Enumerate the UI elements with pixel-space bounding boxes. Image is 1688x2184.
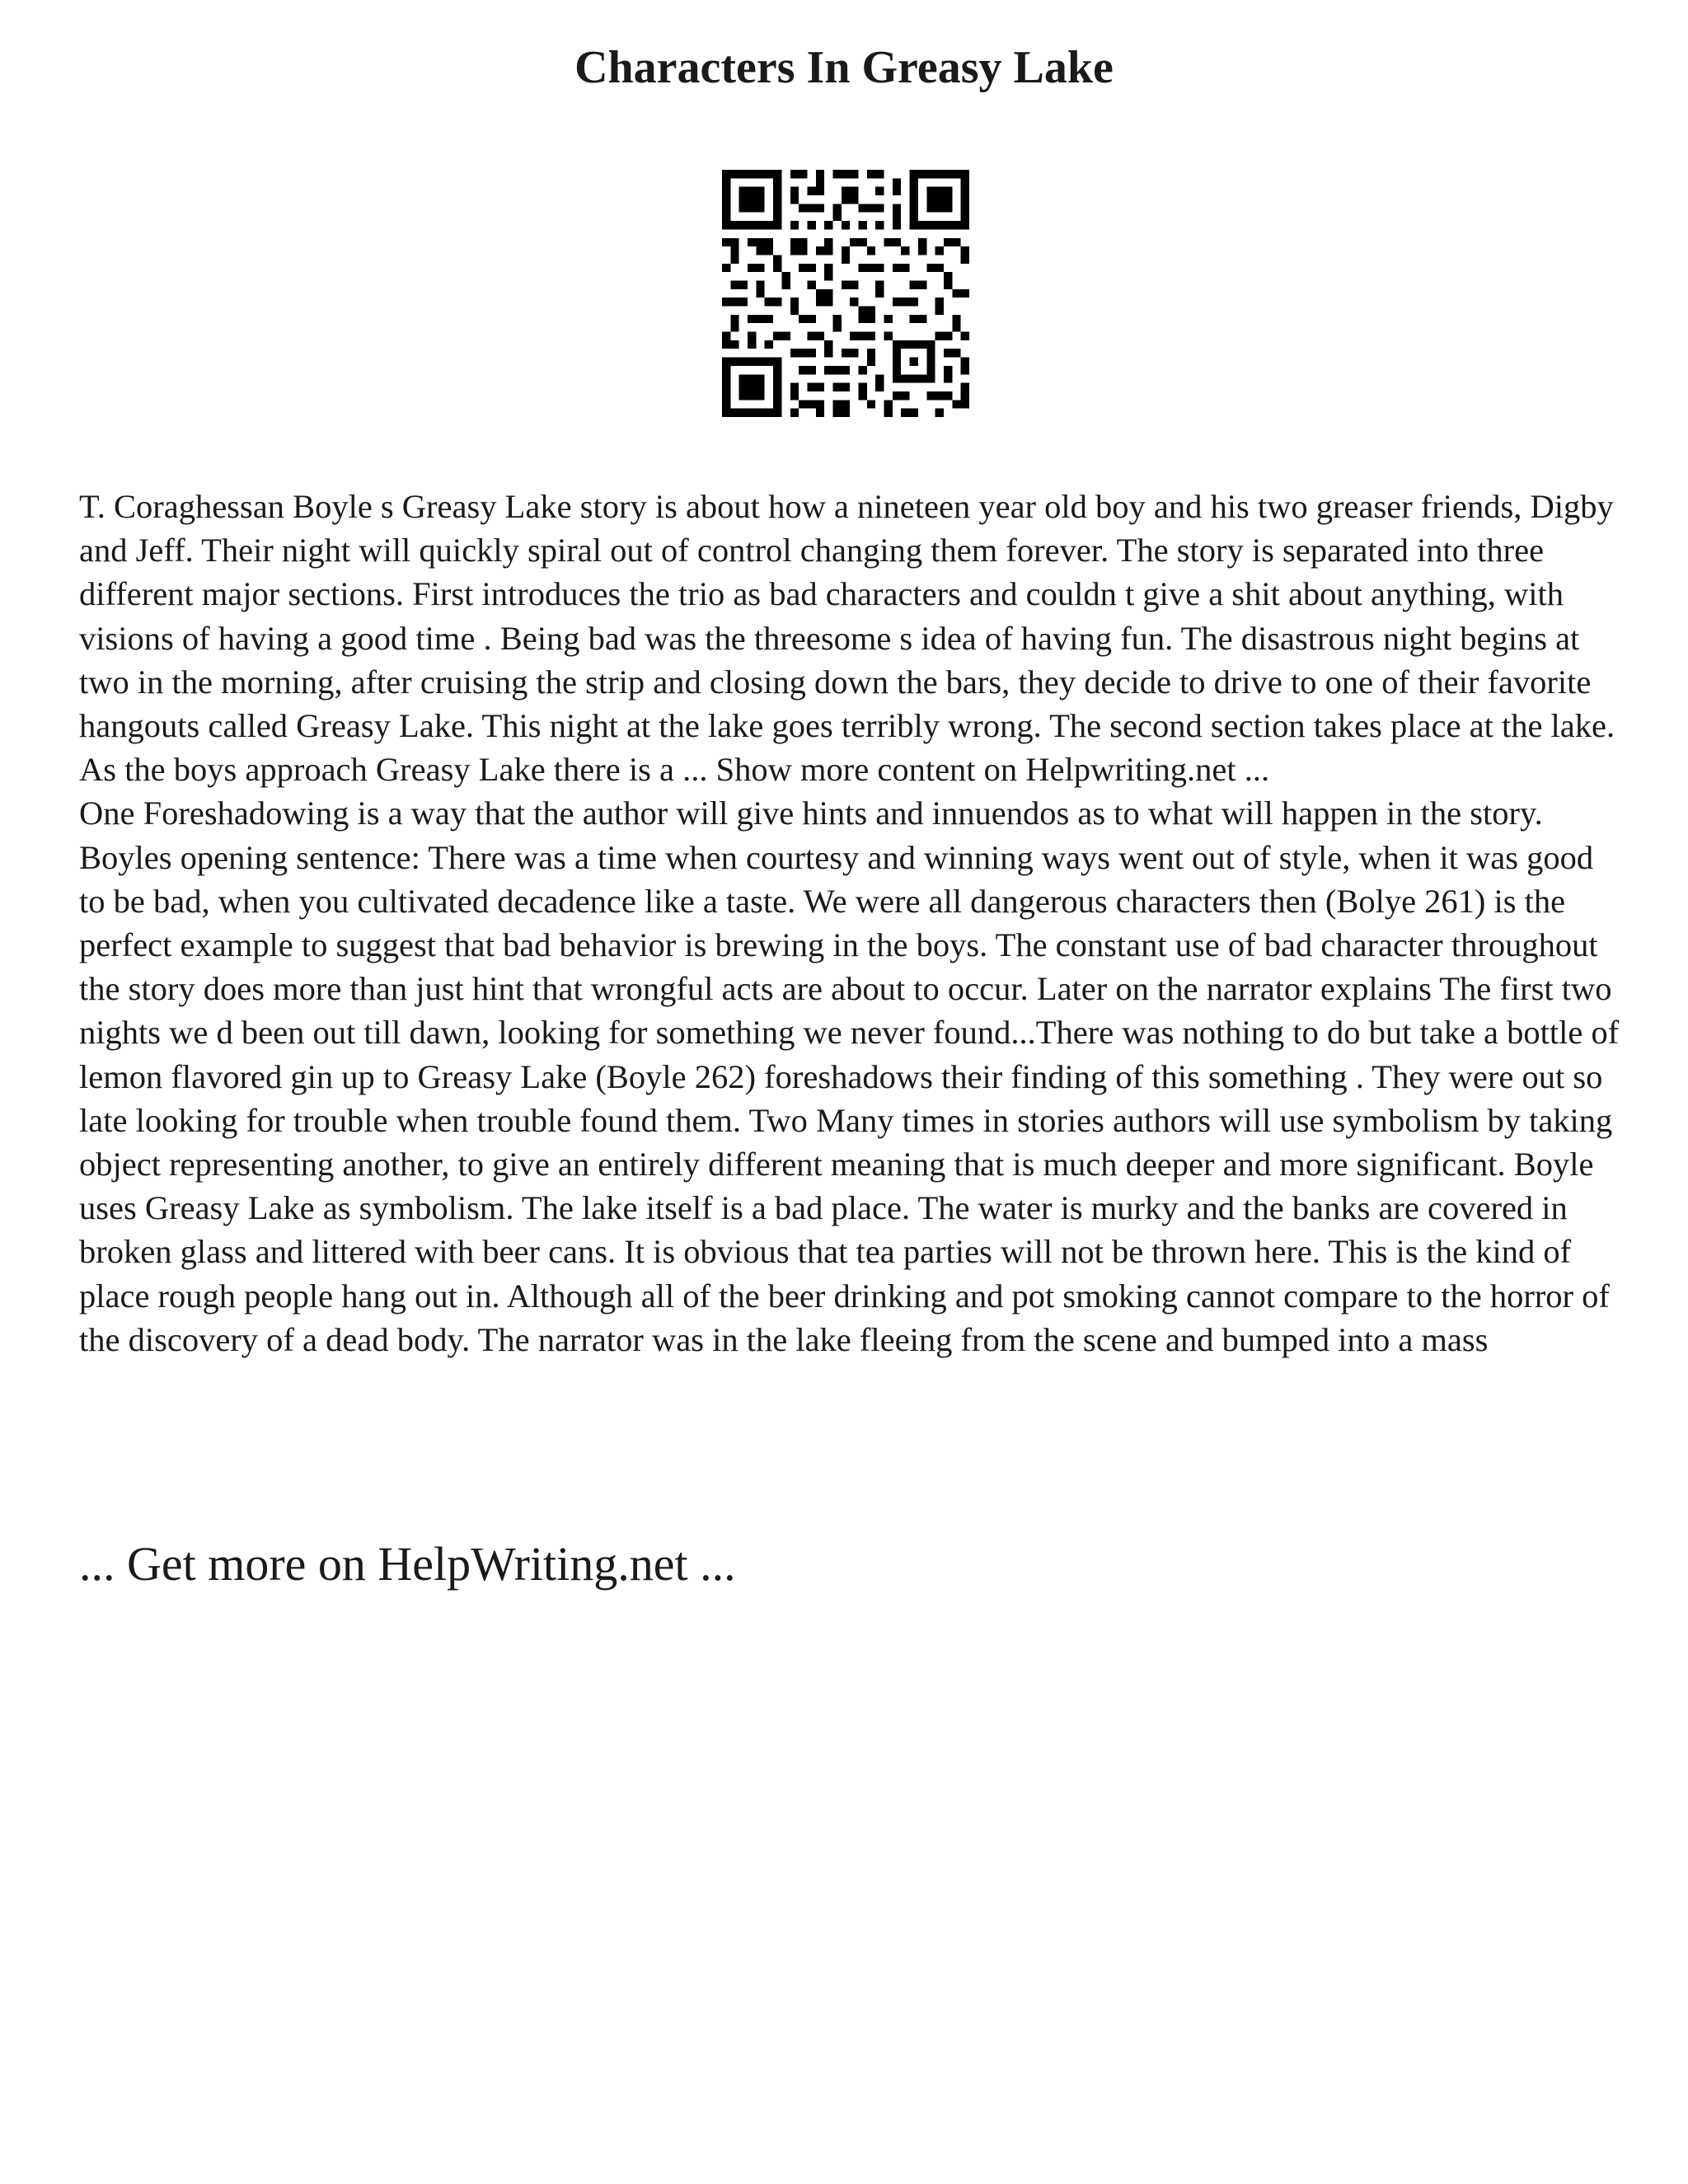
paragraph-analysis: One Foreshadowing is a way that the author will give hints and innuendos as to what will happen in the story. Boyles opening sentence: There was a time when courtesy and winning ways went out of style, when it was good to be bad, when you cultivated decadence like a taste. We were all dangerous characters then (Bolye 261) is the perfect example to suggest that bad behavior is brewing in the boys. The constant use of bad character throughout the story does more than just hint that wrongful acts are about to occur. Later on the narrator explains The first two nights we d been out till dawn, looking for something we never found...There was nothing to do but take a bottle of lemon flavored gin up to Greasy Lake (Boyle 262) foreshadows their finding of this something . They were out so late looking for trouble when trouble found them. Two Many times in stories authors will use symbolism by taking object representing another, to give an entirely different meaning that is much deeper and more significant. Boyle uses Greasy Lake as symbolism. The lake itself is a bad place. The water is murky and the banks are covered in broken glass and littered with beer cans. It is obvious that tea parties will not be thrown here. This is the kind of place rough people hang out in. Although all of the beer drinking and pot smoking cannot compare to the horror of the discovery of a dead body. The narrator was in the lake fleeing from the scene and bumped into a mass [79,794,1620,1358]
qr-code-icon [722,170,969,417]
get-more-link[interactable]: ... Get more on HelpWriting.net ... [79,1537,736,1591]
page-title: Characters In Greasy Lake [574,42,1114,93]
article-body [79,485,1624,1361]
paragraph-intro: T. Coraghessan Boyle s Greasy Lake story is about how a nineteen year old boy and his two greaser friends, Digby and Jeff. Their night will quickly spiral out of control changing them forever. The story is separated into three different major sections. First introduces the trio as bad characters and couldn t give a shit about anything, with visions of having a good time . Being bad was the threesome s idea of having fun. The disastrous night begins at two in the morning, after cruising the strip and closing down the bars, they decide to drive to one of their favorite hangouts called Greasy Lake. This night at the lake goes terribly wrong. The second section takes place at the lake. As the boys approach Greasy Lake there is a ... Show more content on Helpwriting.net ... [79,488,1615,789]
